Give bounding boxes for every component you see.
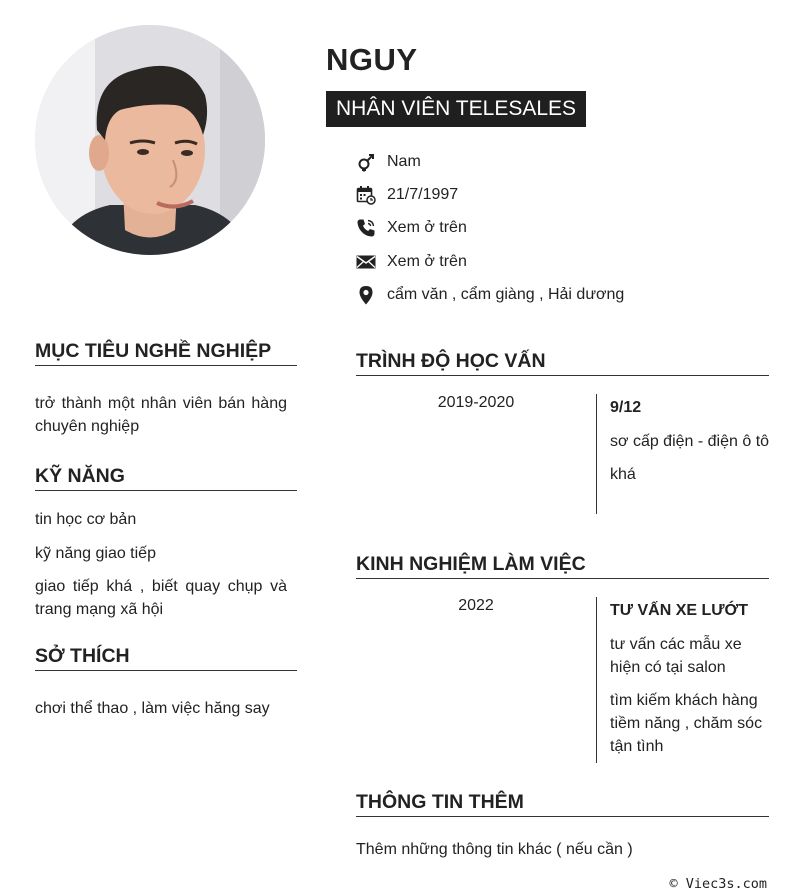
job-title-badge: NHÂN VIÊN TELESALES: [326, 91, 586, 127]
contact-phone: [356, 212, 776, 245]
gender-value: Nam: [387, 152, 421, 170]
education-line: sơ cấp điện - điện ô tô: [610, 433, 770, 450]
contact-list: [356, 145, 776, 311]
experience-position: TƯ VẤN XE LƯỚT: [610, 602, 748, 619]
contact-email: [356, 245, 776, 278]
phone-value: Xem ở trên: [387, 219, 467, 237]
calendar-icon: [356, 185, 376, 205]
objective-text: trở thành một nhân viên bán hàng chuyên nghiệp: [35, 395, 287, 435]
birthdate-value: 21/7/1997: [387, 185, 459, 203]
extra-info-text: Thêm những thông tin khác ( nếu cần ): [356, 841, 633, 858]
timeline-divider: [596, 597, 597, 763]
experience-details: [610, 597, 770, 768]
education-date: 2019-2020: [437, 394, 515, 411]
phone-icon: [356, 218, 376, 238]
address-value: cẩm văn , cẩm giàng , Hải dương: [387, 285, 625, 303]
gender-icon: [356, 152, 376, 172]
education-line: khá: [610, 466, 636, 483]
skill-item: kỹ năng giao tiếp: [35, 545, 156, 562]
experience-heading: KINH NGHIỆM LÀM VIỆC: [356, 552, 769, 579]
education-heading: TRÌNH ĐỘ HỌC VẤN: [356, 349, 769, 376]
contact-gender: [356, 145, 776, 178]
objective-heading: MỤC TIÊU NGHỀ NGHIỆP: [35, 339, 297, 366]
location-icon: [356, 285, 376, 305]
contact-address: [356, 278, 776, 311]
portrait-illustration: [35, 25, 265, 255]
experience-entry: [356, 597, 769, 763]
experience-line: tư vấn các mẫu xe hiện có tại salon: [610, 636, 742, 676]
timeline-divider: [596, 394, 597, 514]
skill-item: tin học cơ bản: [35, 511, 137, 528]
education-details: [610, 394, 770, 496]
mail-icon: [356, 252, 376, 272]
extra-info-heading: THÔNG TIN THÊM: [356, 790, 769, 817]
education-entry: [356, 394, 769, 514]
skills-heading: KỸ NĂNG: [35, 464, 297, 491]
email-value: Xem ở trên: [387, 252, 467, 270]
skill-item: giao tiếp khá , biết quay chụp và trang mạng xã hội: [35, 578, 287, 618]
hobbies-text: chơi thể thao , làm việc hăng say: [35, 700, 270, 717]
watermark-footer: © Viec3s.com: [669, 876, 767, 892]
candidate-name: NGUY: [326, 42, 418, 77]
experience-date: 2022: [458, 597, 494, 614]
hobbies-heading: SỞ THÍCH: [35, 644, 297, 671]
experience-line: tìm kiếm khách hàng tiềm năng , chăm sóc tận tình: [610, 692, 763, 755]
profile-photo: [35, 25, 265, 255]
contact-birthdate: [356, 178, 776, 211]
education-grade: 9/12: [610, 399, 642, 416]
